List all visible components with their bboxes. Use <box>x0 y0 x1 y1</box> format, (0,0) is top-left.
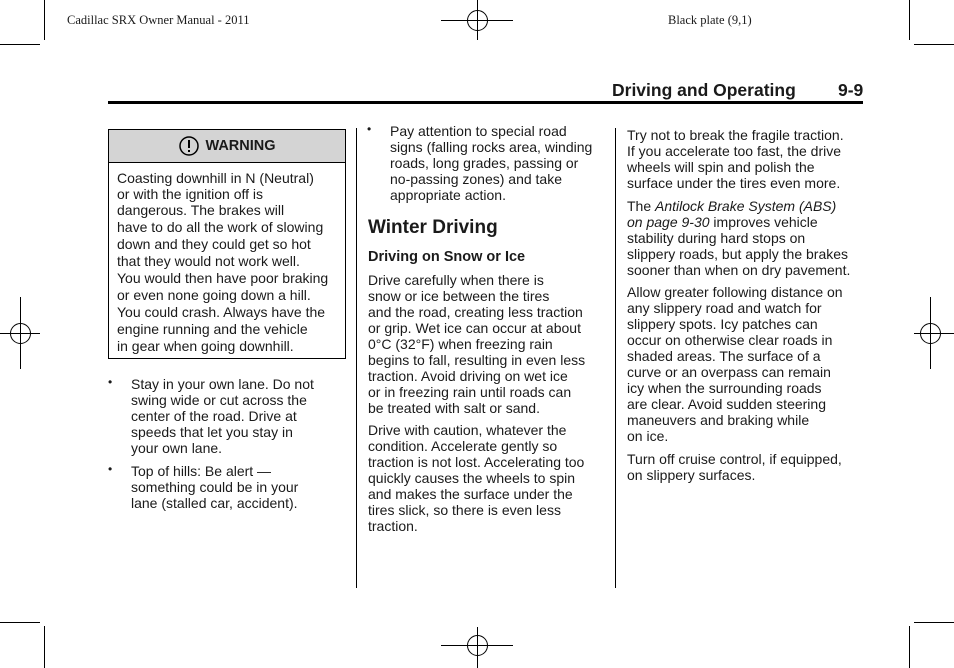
column-divider-1 <box>356 128 357 588</box>
warning-icon <box>178 136 200 156</box>
column-divider-2 <box>615 128 616 588</box>
bullet-dot: • <box>367 122 372 136</box>
bullet-line: roads, long grades, passing or <box>390 155 579 171</box>
paragraph-line: Try not to break the fragile traction. <box>627 127 844 143</box>
paragraph-line: Drive with caution, whatever the <box>368 422 567 438</box>
warning-line: or with the ignition off is <box>117 186 264 202</box>
paragraph-line: on ice. <box>627 428 669 444</box>
paragraph-line: begins to fall, resulting in even less <box>368 352 586 368</box>
bullet-line: swing wide or cut across the <box>131 392 307 408</box>
paragraph-line: Allow greater following distance on <box>627 284 843 300</box>
paragraph-line: slippery spots. Icy patches can <box>627 316 818 332</box>
paragraph-line: If you accelerate too fast, the drive <box>627 143 842 159</box>
paragraph-line <box>627 214 850 230</box>
warning-line: or even none going down a hill. <box>117 287 311 303</box>
warning-line: Coasting downhill in N (Neutral) <box>117 170 314 186</box>
bullet-line: Top of hills: Be alert — <box>131 463 272 479</box>
paragraph-line: or grip. Wet ice can occur at about <box>368 320 581 336</box>
warning-text <box>109 163 345 354</box>
paragraph-line: Turn off cruise control, if equipped, <box>627 451 842 467</box>
bullet-line: lane (stalled car, accident). <box>131 495 298 511</box>
warning-header <box>109 130 345 163</box>
paragraph-line: slippery roads, but apply the brakes <box>627 246 849 262</box>
winter-paragraph-1 <box>368 272 585 416</box>
paragraph-line: traction is not lost. Accelerating too <box>368 454 585 470</box>
paragraph-line: surface under the tires even more. <box>627 175 841 191</box>
paragraph-line: stability during hard stops on <box>627 230 806 246</box>
bullet-line: appropriate action. <box>390 187 506 203</box>
bullet-top-of-hills <box>108 462 299 511</box>
winter-driving-heading: Winter Driving <box>368 217 498 238</box>
paragraph-line: wheels will spin and polish the <box>627 159 815 175</box>
paragraph-line: Drive carefully when there is <box>368 272 544 288</box>
abs-reference-link[interactable]: Antilock Brake System (ABS) <box>655 198 837 214</box>
paragraph-line: be treated with salt or sand. <box>368 400 540 416</box>
paragraph-line: are clear. Avoid sudden steering <box>627 396 826 412</box>
warning-line: have to do all the work of slowing <box>117 219 324 235</box>
text-rest: improves vehicle <box>709 214 818 230</box>
bullet-line: something could be in your <box>131 479 299 495</box>
col3-paragraph-3 <box>627 284 843 444</box>
paragraph-line: traction. Avoid driving on wet ice <box>368 368 568 384</box>
paragraph-line: on slippery surfaces. <box>627 467 756 483</box>
paragraph-line: occur on otherwise clear roads in <box>627 332 833 348</box>
bullet-line: Pay attention to special road <box>390 123 567 139</box>
winter-paragraph-2 <box>368 422 584 534</box>
paragraph-line: traction. <box>368 518 418 534</box>
paragraph-line: maneuvers and braking while <box>627 412 810 428</box>
paragraph-line: icy when the surrounding roads <box>627 380 822 396</box>
paragraph-line: curve or an overpass can remain <box>627 364 831 380</box>
section-title: Driving and Operating <box>612 80 796 100</box>
warning-line: that they would not work well. <box>117 253 300 269</box>
paragraph-line <box>627 198 850 214</box>
col3-paragraph-1 <box>627 127 844 191</box>
bullet-stay-in-lane <box>108 375 314 456</box>
warning-line: in gear when going downhill. <box>117 338 294 354</box>
header-rule <box>108 101 863 104</box>
warning-line: engine running and the vehicle <box>117 321 308 337</box>
bullet-line: speeds that let you stay in <box>131 424 293 440</box>
warning-line: dangerous. The brakes will <box>117 202 285 218</box>
paragraph-line: snow or ice between the tires <box>368 288 550 304</box>
paragraph-line: quickly causes the wheels to spin <box>368 470 575 486</box>
bullet-road-signs <box>367 122 593 203</box>
plate-label: Black plate (9,1) <box>668 13 752 27</box>
snow-ice-subheading: Driving on Snow or Ice <box>368 249 526 265</box>
paragraph-line: condition. Accelerate gently so <box>368 438 558 454</box>
bullet-line: no-passing zones) and take <box>390 171 562 187</box>
paragraph-line: and the road, creating less traction <box>368 304 583 320</box>
warning-line: You could crash. Always have the <box>117 304 326 320</box>
paragraph-line: any slippery road and watch for <box>627 300 822 316</box>
warning-line: down and they could get so hot <box>117 236 311 252</box>
warning-line: You would then have poor braking <box>117 270 329 286</box>
bullet-line: Stay in your own lane. Do not <box>131 376 314 392</box>
paragraph-line: 0°C (32°F) when freezing rain <box>368 336 553 352</box>
bullet-dot: • <box>108 462 113 476</box>
paragraph-line: sooner than when on dry pavement. <box>627 262 851 278</box>
col3-paragraph-4 <box>627 451 842 483</box>
warning-label: WARNING <box>205 138 276 154</box>
paragraph-line: tires slick, so there is even less <box>368 502 561 518</box>
manual-title: Cadillac SRX Owner Manual - 2011 <box>67 13 250 27</box>
warning-box <box>108 129 346 359</box>
page-reference-link[interactable]: on page 9-30 <box>627 214 710 230</box>
paragraph-line: or in freezing rain until roads can <box>368 384 572 400</box>
bullet-line: signs (falling rocks area, winding <box>390 139 593 155</box>
paragraph-line: shaded areas. The surface of a <box>627 348 821 364</box>
bullet-line: center of the road. Drive at <box>131 408 297 424</box>
bullet-line: your own lane. <box>131 440 223 456</box>
text-prefix: The <box>627 198 656 214</box>
paragraph-line: and makes the surface under the <box>368 486 573 502</box>
bullet-dot: • <box>108 375 113 389</box>
page-number: 9-9 <box>838 80 864 100</box>
col3-paragraph-2 <box>627 198 850 278</box>
